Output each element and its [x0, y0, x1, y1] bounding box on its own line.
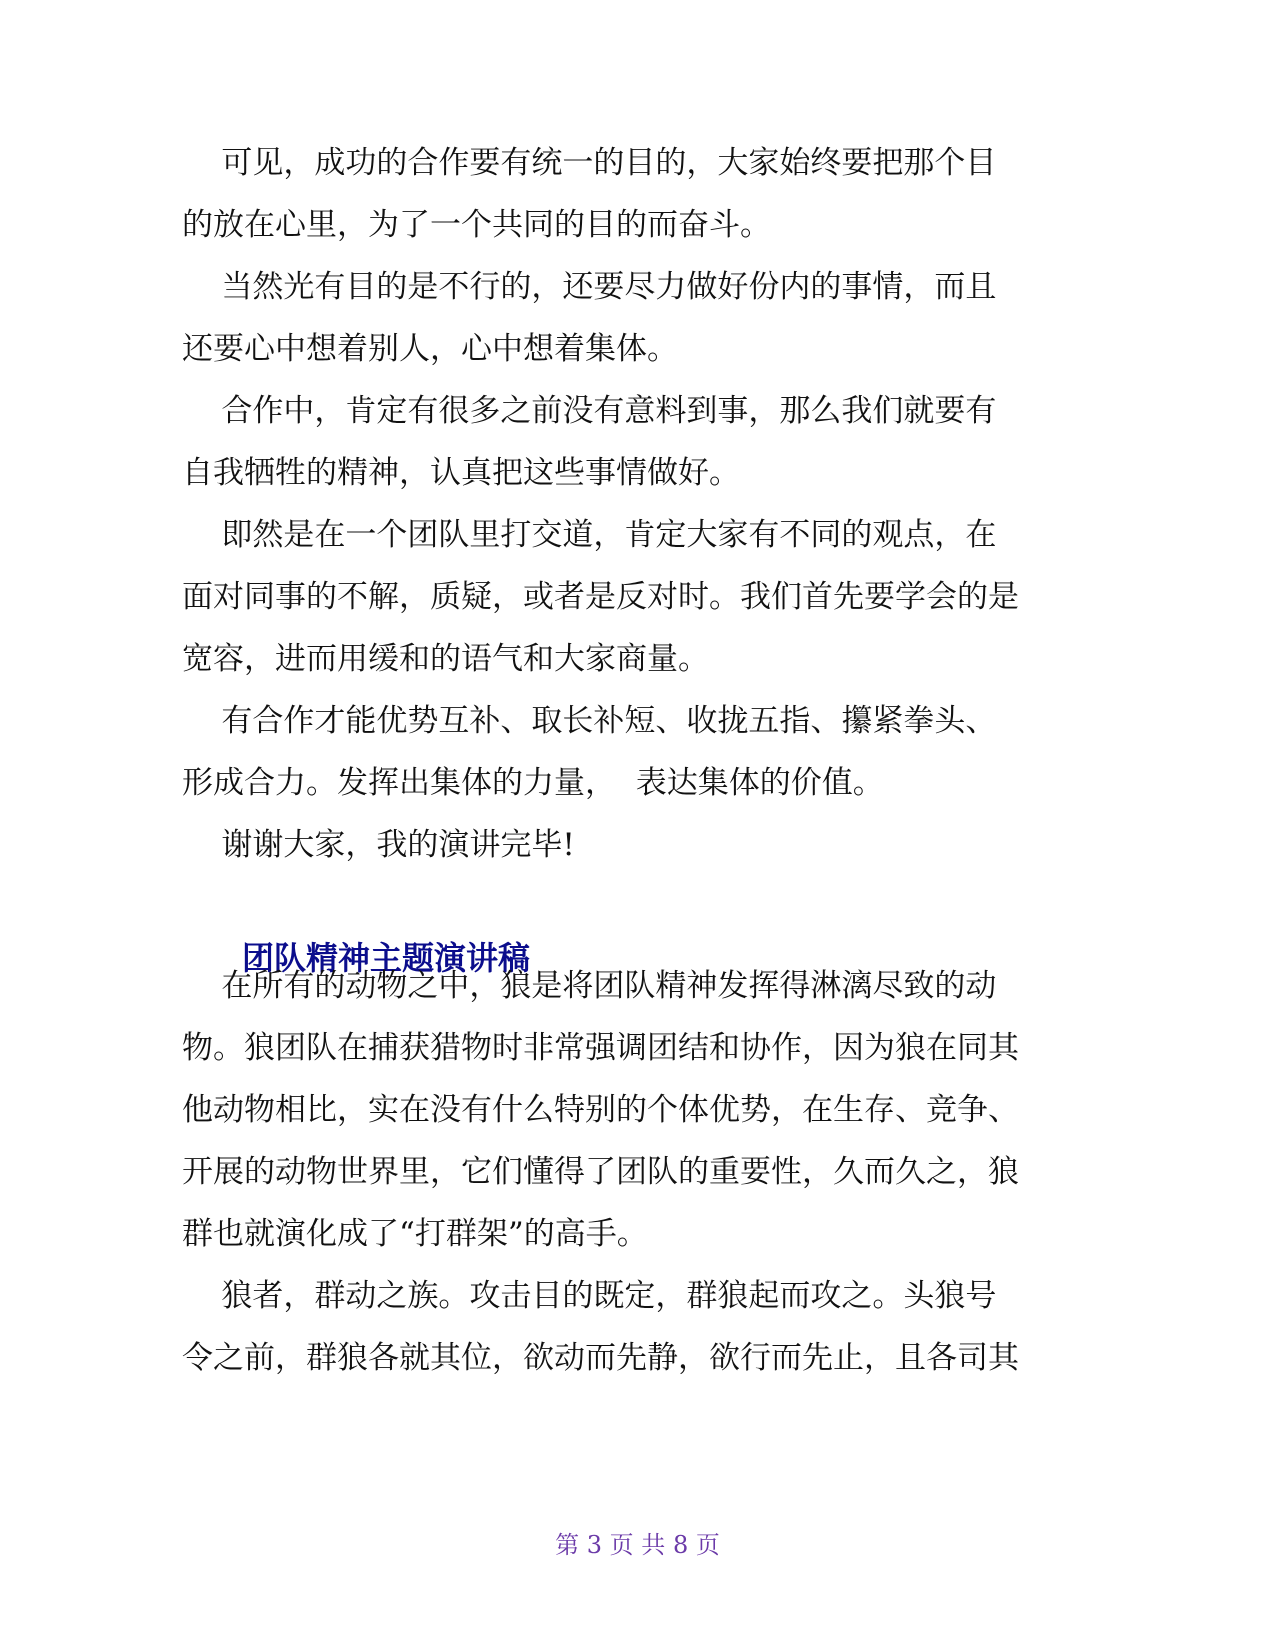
body-text-line: 合作中，肯定有很多之前没有意料到事，那么我们就要有 — [182, 393, 997, 429]
body-text-line: 开展的动物世界里，它们懂得了团队的重要性，久而久之，狼 — [182, 1154, 1019, 1190]
body-text-line: 可见，成功的合作要有统一的目的，大家始终要把那个目 — [182, 145, 997, 181]
body-text-line: 的放在心里，为了一个共同的目的而奋斗。 — [182, 207, 771, 243]
body-text-line: 在所有的动物之中，狼是将团队精神发挥得淋漓尽致的动 — [182, 968, 997, 1004]
body-text-line: 还要心中想着别人，心中想着集体。 — [182, 331, 678, 367]
body-text-line: 有合作才能优势互补、取长补短、收拢五指、攥紧拳头、 — [182, 703, 997, 739]
body-text-line: 形成合力。发挥出集体的力量， 表达集体的价值。 — [182, 765, 884, 801]
body-text-line: 物。狼团队在捕获猎物时非常强调团结和协作，因为狼在同其 — [182, 1030, 1019, 1066]
body-text-line: 狼者，群动之族。攻击目的既定，群狼起而攻之。头狼号 — [182, 1278, 997, 1314]
body-text-line: 他动物相比，实在没有什么特别的个体优势，在生存、竞争、 — [182, 1092, 1019, 1128]
body-text-line: 宽容，进而用缓和的语气和大家商量。 — [182, 641, 709, 677]
section-heading: 团队精神主题演讲稿 — [242, 939, 531, 977]
body-text-line: 即然是在一个团队里打交道，肯定大家有不同的观点，在 — [182, 517, 997, 553]
body-text-line: 群也就演化成了“打群架”的高手。 — [182, 1216, 648, 1252]
body-text-line: 当然光有目的是不行的，还要尽力做好份内的事情，而且 — [182, 269, 997, 305]
body-text-line: 令之前，群狼各就其位，欲动而先静，欲行而先止，且各司其 — [182, 1340, 1019, 1376]
body-text-line: 面对同事的不解，质疑，或者是反对时。我们首先要学会的是 — [182, 579, 1019, 615]
body-text-line: 自我牺牲的精神，认真把这些事情做好。 — [182, 455, 740, 491]
body-text-line: 谢谢大家，我的演讲完毕! — [182, 827, 575, 863]
page-footer: 第 3 页 共 8 页 — [555, 1531, 720, 1559]
